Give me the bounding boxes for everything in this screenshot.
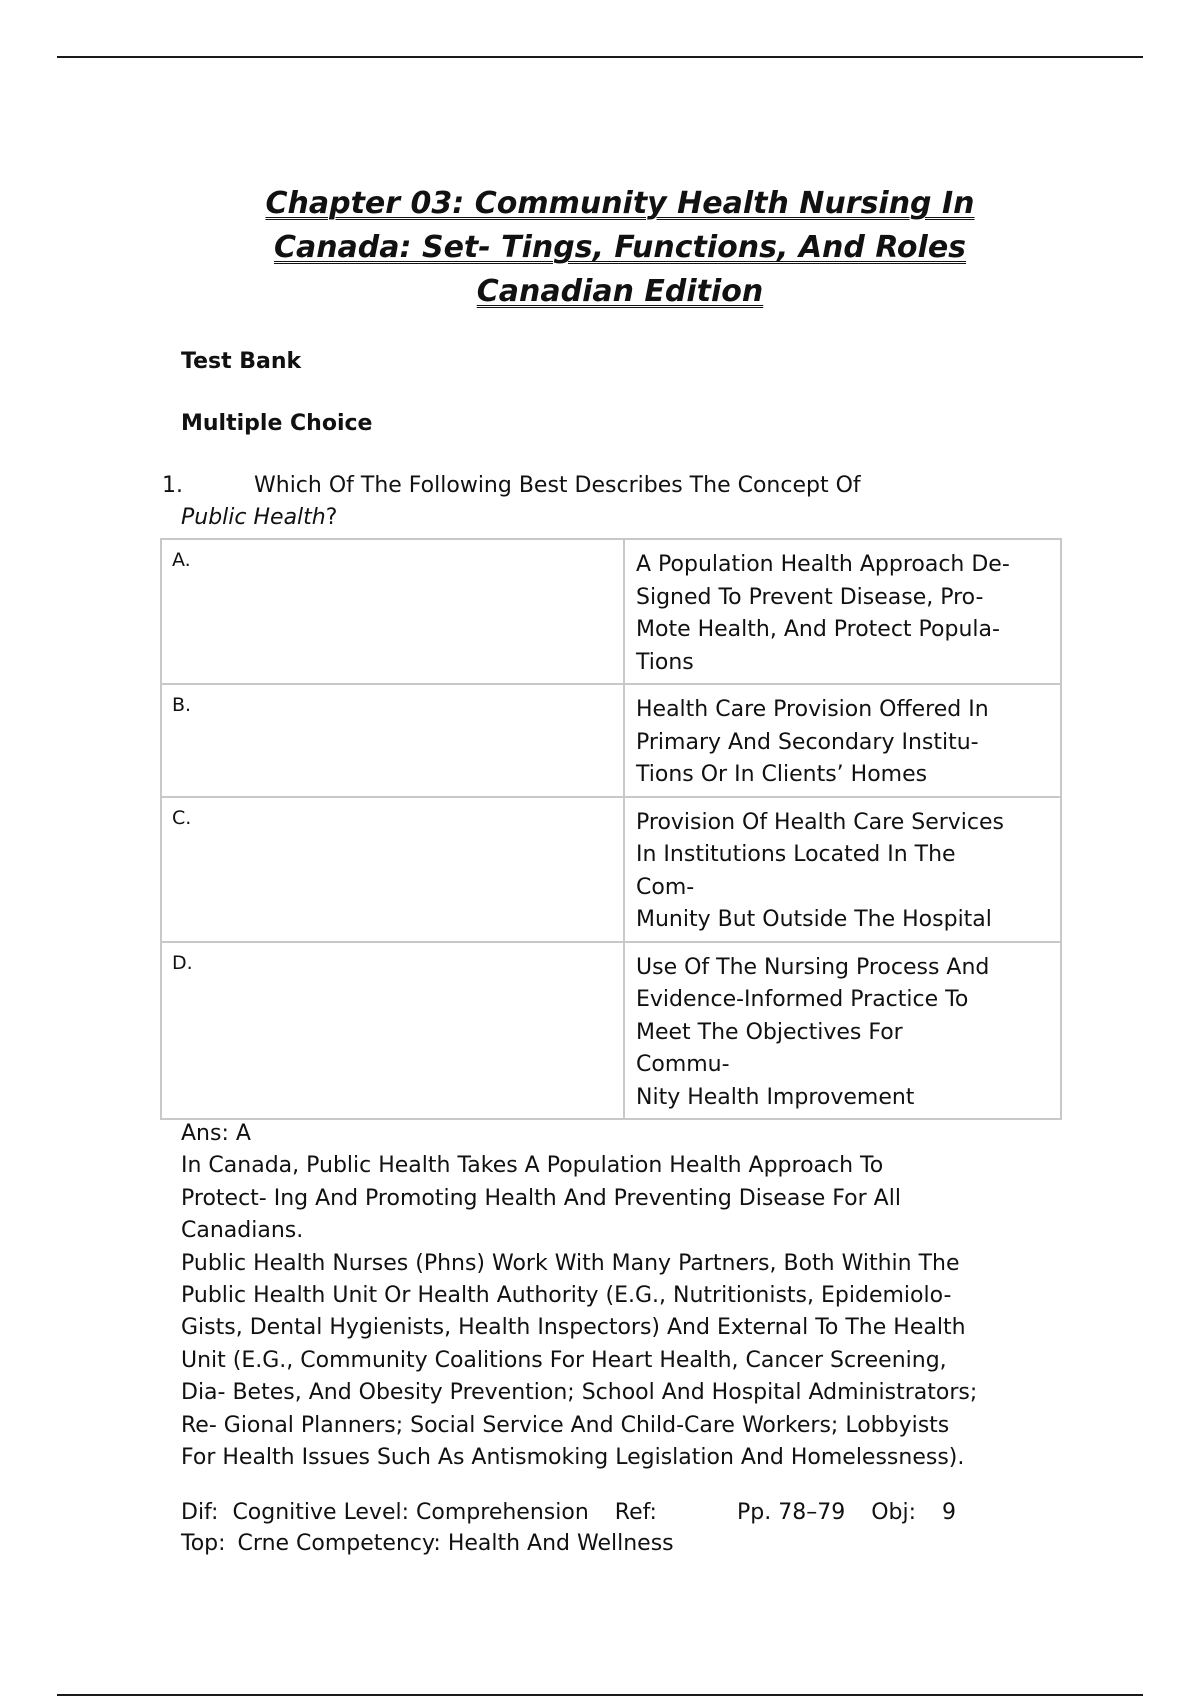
answer-key xyxy=(181,1118,1061,1150)
question-text: Which Of The Following Best Describes The Concept Of xyxy=(254,473,861,498)
option-text xyxy=(624,539,1061,684)
question-number: 1. xyxy=(162,473,183,498)
obj-value: 9 xyxy=(942,1500,957,1525)
option-line: A Population Health Approach De- xyxy=(636,552,1010,577)
ref-label: Ref: xyxy=(614,1500,657,1525)
dif-value: Cognitive Level: Comprehension xyxy=(232,1500,589,1525)
option-text xyxy=(624,942,1061,1120)
options-table xyxy=(160,538,1062,1120)
rationale-line: Unit (E.G., Community Coalitions For Heart Health, Cancer Screening, xyxy=(181,1347,947,1373)
option-line: Tions Or In Clients’ Homes xyxy=(636,762,928,787)
option-line: Signed To Prevent Disease, Pro- xyxy=(636,584,984,610)
option-letter: A. xyxy=(161,539,624,684)
title-line-2: Canada: Set- Tings, Functions, And Roles xyxy=(273,230,967,265)
rationale-line: Dia- Betes, And Obesity Prevention; School And Hospital Administrators; xyxy=(181,1380,978,1406)
option-line: Health Care Provision Offered In xyxy=(636,697,989,722)
title-line-3: Canadian Edition xyxy=(476,274,764,309)
section-heading: Test Bank xyxy=(181,349,302,374)
option-letter: C. xyxy=(161,797,624,942)
option-line: Primary And Secondary Institu- xyxy=(636,729,979,755)
chapter-title xyxy=(200,182,1040,314)
rationale-line: Public Health Nurses (Phns) Work With Many Partners, Both Within The xyxy=(181,1250,960,1276)
option-line: Evidence-Informed Practice To xyxy=(636,987,969,1012)
answer-label: Ans: xyxy=(181,1121,229,1146)
rationale-line: Canadians. xyxy=(181,1218,304,1244)
top-value: Crne Competency: Health And Wellness xyxy=(237,1531,674,1556)
option-line: Com- xyxy=(636,874,695,900)
question-stem xyxy=(162,470,1042,534)
ref-value: Pp. 78–79 xyxy=(736,1500,846,1525)
top-label: Top: xyxy=(181,1531,226,1556)
option-text xyxy=(624,684,1061,797)
option-line: Provision Of Health Care Services xyxy=(636,809,1004,835)
obj-label: Obj: xyxy=(871,1500,917,1525)
option-row-c xyxy=(161,797,1061,942)
title-line-1: Chapter 03: Community Health Nursing In xyxy=(265,186,975,221)
meta-row-1 xyxy=(181,1497,1081,1528)
subsection-heading: Multiple Choice xyxy=(181,411,373,436)
option-line: Mote Health, And Protect Popula- xyxy=(636,617,1000,642)
option-line: In Institutions Located In The xyxy=(636,842,956,867)
rationale-line: Protect- Ing And Promoting Health And Preventing Disease For All xyxy=(181,1185,901,1211)
option-row-b xyxy=(161,684,1061,797)
option-line: Munity But Outside The Hospital xyxy=(636,907,992,932)
rationale-line: In Canada, Public Health Takes A Population Health Approach To xyxy=(181,1153,884,1179)
question-emphasis: Public Health xyxy=(181,505,326,530)
rationale-line: Public Health Unit Or Health Authority (E.G., Nutritionists, Epidemiolo- xyxy=(181,1283,952,1309)
option-line: Meet The Objectives For xyxy=(636,1019,903,1045)
dif-label: Dif: xyxy=(181,1500,219,1525)
option-row-a xyxy=(161,539,1061,684)
question-metadata xyxy=(181,1497,1081,1559)
option-line: Use Of The Nursing Process And xyxy=(636,954,990,980)
question-end: ? xyxy=(325,505,338,530)
meta-row-2 xyxy=(181,1528,1081,1559)
option-row-d xyxy=(161,942,1061,1120)
option-letter: B. xyxy=(161,684,624,797)
bottom-rule xyxy=(57,1694,1143,1696)
option-line: Nity Health Improvement xyxy=(636,1084,915,1110)
answer-value: A xyxy=(235,1121,251,1146)
option-text xyxy=(624,797,1061,942)
rationale-line: For Health Issues Such As Antismoking Legislation And Homelessness). xyxy=(181,1445,965,1471)
option-line: Commu- xyxy=(636,1052,730,1077)
answer-block xyxy=(181,1118,1061,1474)
top-rule xyxy=(57,56,1143,58)
rationale-line: Re- Gional Planners; Social Service And Child-Care Workers; Lobbyists xyxy=(181,1412,950,1438)
rationale-line: Gists, Dental Hygienists, Health Inspectors) And External To The Health xyxy=(181,1315,966,1341)
option-letter: D. xyxy=(161,942,624,1120)
option-line: Tions xyxy=(636,649,694,675)
